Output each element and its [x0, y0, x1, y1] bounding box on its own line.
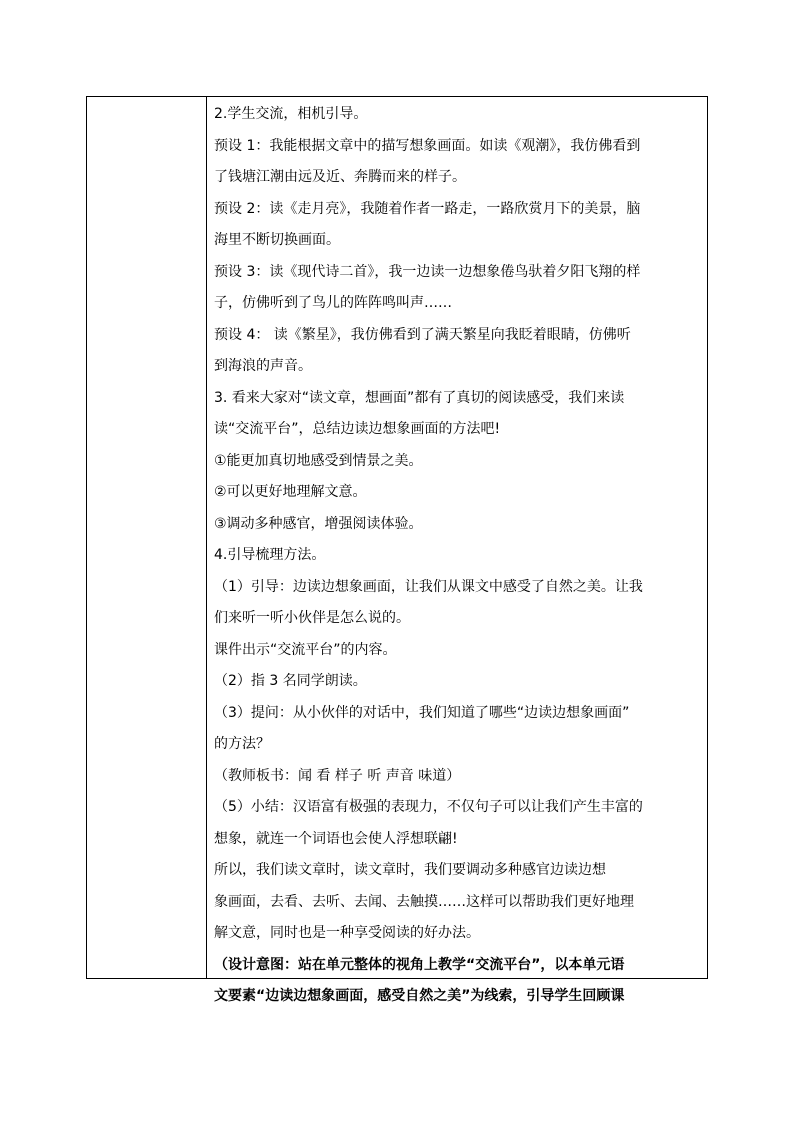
text-line: 文要素“边读边想象画面，感受自然之美”为线索，引导学生回顾课 — [214, 988, 625, 1004]
text-line: 象画面，去看、去听、去闻、去触摸……这样可以帮助我们更好地理 — [214, 893, 634, 910]
text-line: ③调动多种感官，增强阅读体验。 — [214, 515, 423, 532]
content-cell — [207, 97, 707, 1004]
text-line: （3）提问：从小伙伴的对话中，我们知道了哪些“边读边想象画面” — [214, 704, 630, 721]
text-line: 预设 2：读《走月亮》，我随着作者一路走，一路欣赏月下的美景，脑 — [214, 200, 641, 217]
text-line: （设计意图：站在单元整体的视角上教学“交流平台”，以本单元语 — [214, 956, 625, 973]
text-line: （教师板书：闻 看 样子 听 声音 味道） — [214, 767, 461, 784]
text-line: 预设 3：读《现代诗二首》，我一边读一边想象倦鸟驮着夕阳飞翔的样 — [214, 263, 641, 280]
text-line: 想象，就连一个词语也会使人浮想联翩! — [214, 830, 458, 847]
text-line: 课件出示“交流平台”的内容。 — [214, 641, 397, 658]
text-line: 2.学生交流，相机引导。 — [214, 106, 368, 122]
text-line: 预设 4： 读《繁星》，我仿佛看到了满天繁星向我眨着眼睛，仿佛听 — [214, 326, 631, 343]
text-line: 到海浪的声音。 — [214, 358, 312, 374]
left-column-cell — [87, 97, 207, 978]
text-line: （2）指 3 名同学朗读。 — [214, 673, 367, 689]
lesson-plan-table — [86, 96, 708, 1004]
text-line: 解文意，同时也是一种享受阅读的好办法。 — [214, 925, 480, 941]
text-line: （5）小结：汉语富有极强的表现力，不仅句子可以让我们产生丰富的 — [214, 799, 643, 815]
text-line: （1）引导：边读边想象画面，让我们从课文中感受了自然之美。让我 — [214, 578, 643, 595]
text-line: 读“交流平台”，总结边读边想象画面的方法吧! — [214, 421, 501, 437]
text-line: 海里不断切换画面。 — [214, 232, 340, 248]
text-line: 了钱塘江潮由远及近、奔腾而来的样子。 — [214, 169, 466, 185]
text-line: ②可以更好地理解文意。 — [214, 484, 367, 500]
text-line: 4.引导梳理方法。 — [214, 547, 326, 563]
text-line: 所以，我们读文章时，读文章时，我们要调动多种感官边读边想 — [214, 862, 606, 878]
text-line: 预设 1：我能根据文章中的描写想象画面。如读《观潮》，我仿佛看到 — [214, 137, 641, 154]
text-line: ①能更加真切地感受到情景之美。 — [214, 452, 423, 469]
text-line: 3. 看来大家对“读文章，想画面”都有了真切的阅读感受，我们来读 — [214, 389, 625, 406]
text-line: 的方法？ — [214, 736, 270, 752]
text-line: 们来听一听小伙伴是怎么说的。 — [214, 610, 410, 626]
text-line: 子，仿佛听到了鸟儿的阵阵鸣叫声…… — [214, 295, 452, 311]
